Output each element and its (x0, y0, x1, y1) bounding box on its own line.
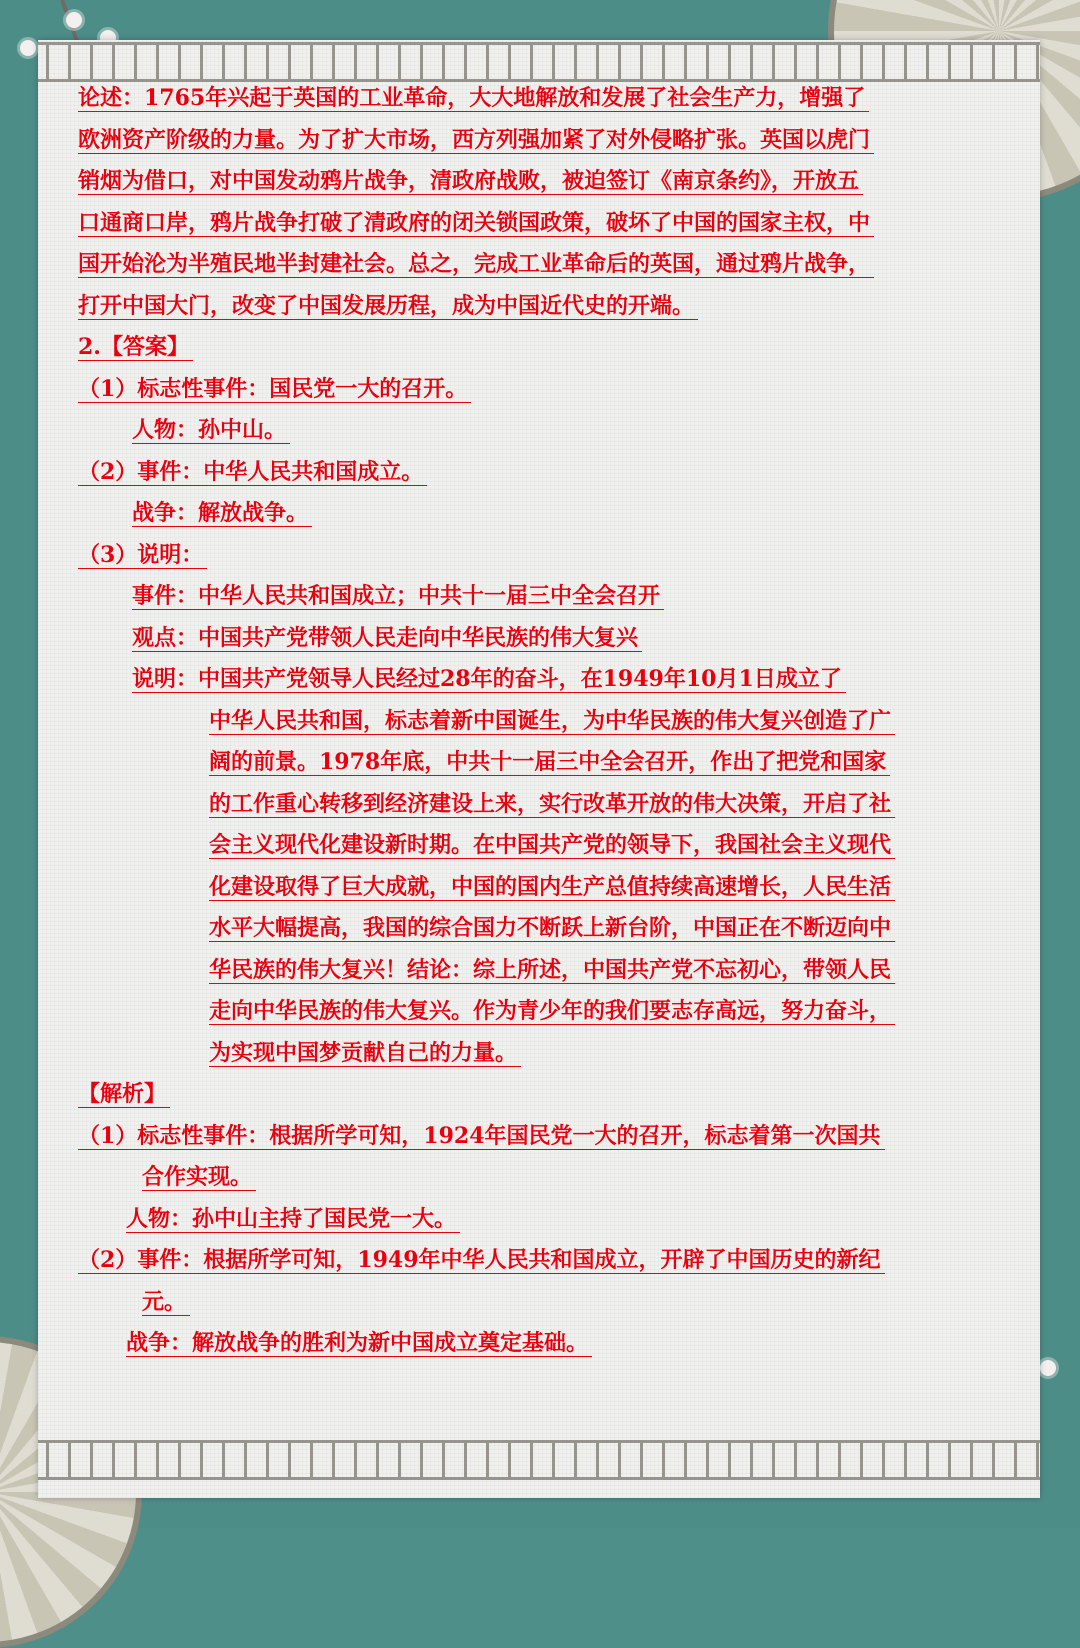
text-line: 国开始沦为半殖民地半封建社会。总之，完成工业革命后的英国，通过鸦片战争， (78, 251, 874, 278)
text-line: 化建设取得了巨大成就，中国的国内生产总值持续高速增长，人民生活 (209, 874, 895, 901)
answer-item-3: （3）说明： (78, 542, 207, 569)
text-line: 水平大幅提高，我国的综合国力不断跃上新台阶，中国正在不断迈向中 (209, 915, 895, 942)
essay-paragraph (78, 80, 1000, 329)
document-body (78, 80, 1000, 1367)
answer-heading: 2.【答案】 (78, 334, 193, 361)
lattice-border-bottom (38, 1440, 1040, 1480)
text-line: 中华人民共和国，标志着新中国诞生，为中华民族的伟大复兴创造了广 (209, 708, 895, 735)
text-line: 的工作重心转移到经济建设上来，实行改革开放的伟大决策，开启了社 (209, 791, 895, 818)
blossom-decoration (1040, 1360, 1056, 1376)
text-line: 会主义现代化建设新时期。在中国共产党的领导下，我国社会主义现代 (209, 832, 895, 859)
answer-item-3-event: 事件：中华人民共和国成立；中共十一届三中全会召开 (132, 583, 664, 610)
text-line: 口通商口岸，鸦片战争打破了清政府的闭关锁国政策，破坏了中国的国家主权，中 (78, 210, 874, 237)
analysis-item-2: （2）事件：根据所学可知，1949年中华人民共和国成立，开辟了中国历史的新纪 (78, 1247, 885, 1274)
blossom-decoration (20, 40, 36, 56)
analysis-heading: 【解析】 (78, 1081, 170, 1108)
answer-item-3-explain: 说明：中国共产党领导人民经过28年的奋斗，在1949年10月1日成立了 (132, 666, 846, 693)
text-line: 华民族的伟大复兴！结论：综上所述，中国共产党不忘初心，带领人民 (209, 957, 895, 984)
text-line: 论述：1765年兴起于英国的工业革命，大大地解放和发展了社会生产力，增强了 (78, 85, 869, 112)
analysis-item-1-person: 人物：孙中山主持了国民党一大。 (126, 1206, 460, 1233)
analysis-item-1: （1）标志性事件：根据所学可知，1924年国民党一大的召开，标志着第一次国共 (78, 1123, 885, 1150)
analysis-section (78, 1076, 1000, 1367)
text-line: 销烟为借口，对中国发动鸦片战争，清政府战败，被迫签订《南京条约》，开放五 (78, 168, 863, 195)
answer-item-3-view: 观点：中国共产党带领人民走向中华民族的伟大复兴 (132, 625, 642, 652)
text-line: 为实现中国梦贡献自己的力量。 (209, 1040, 521, 1067)
text-line: 欧洲资产阶级的力量。为了扩大市场，西方列强加紧了对外侵略扩张。英国以虎门 (78, 127, 874, 154)
text-line: 阔的前景。1978年底，中共十一届三中全会召开，作出了把党和国家 (209, 749, 890, 776)
analysis-item-1-cont: 合作实现。 (142, 1164, 256, 1191)
analysis-item-2-war: 战争：解放战争的胜利为新中国成立奠定基础。 (126, 1330, 592, 1357)
answer-item-2: （2）事件：中华人民共和国成立。 (78, 459, 427, 486)
answer-item-2-war: 战争：解放战争。 (132, 500, 312, 527)
answer-section (78, 329, 1000, 1076)
blossom-decoration (66, 12, 82, 28)
answer-item-1: （1）标志性事件：国民党一大的召开。 (78, 376, 471, 403)
text-line: 走向中华民族的伟大复兴。作为青少年的我们要志存高远，努力奋斗， (209, 998, 895, 1025)
analysis-item-2-cont: 元。 (142, 1289, 190, 1316)
answer-item-1-person: 人物：孙中山。 (132, 417, 290, 444)
lattice-border-top (38, 42, 1040, 82)
text-line: 打开中国大门，改变了中国发展历程，成为中国近代史的开端。 (78, 293, 698, 320)
